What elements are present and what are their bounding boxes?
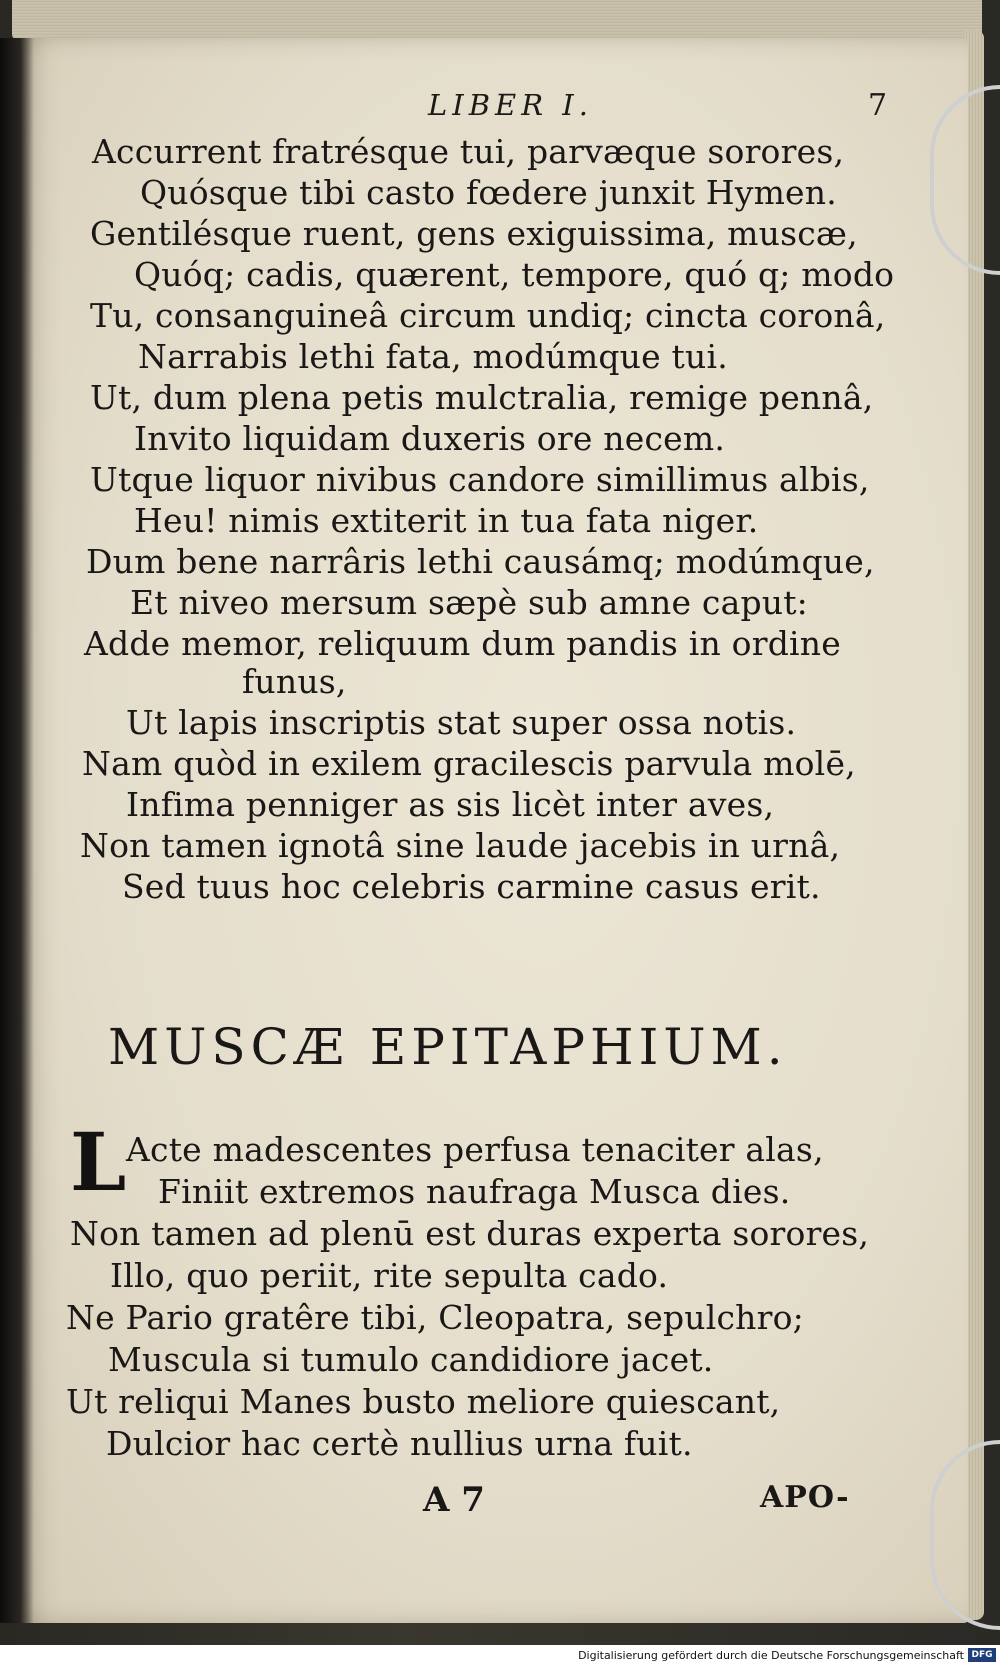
epitaph-line: Muscula si tumulo candidiore jacet. (108, 1340, 714, 1379)
footer-bar (0, 1645, 1000, 1667)
book-top-edge (12, 0, 982, 40)
verse-line: Utque liquor nivibus candore simillimus albis, (90, 460, 870, 499)
running-head (0, 88, 1000, 128)
verse-line: Dum bene narrâris lethi causámq; modúmque, (86, 542, 875, 581)
footer-credit: Digitalisierung gefördert durch die Deutsche Forschungsgemeinschaft (578, 1649, 964, 1662)
catchword: APO- (760, 1480, 850, 1515)
epitaph-line: Illo, quo periit, rite sepulta cado. (110, 1256, 669, 1295)
dfg-logo: DFG (968, 1648, 996, 1662)
verse-line: Nam quòd in exilem gracilescis parvula molē, (82, 744, 856, 783)
verse-line: Non tamen ignotâ sine laude jacebis in urnâ, (80, 826, 841, 865)
verse-line: funus, (242, 662, 347, 701)
epitaph-title: MUSCÆ EPITAPHIUM. (108, 1018, 788, 1076)
epitaph-line: Ne Pario gratêre tibi, Cleopatra, sepulchro; (66, 1298, 804, 1337)
verse-line: Quósque tibi casto fœdere junxit Hymen. (140, 173, 837, 212)
epitaph-line: Dulcior hac certè nullius urna fuit. (106, 1424, 693, 1463)
verse-line: Infima penniger as sis licèt inter aves, (126, 785, 775, 824)
verse-line: Sed tuus hoc celebris carmine casus erit. (122, 867, 821, 906)
drop-cap: L (70, 1115, 127, 1209)
epitaph-line: Acte madescentes perfusa tenaciter alas, (126, 1130, 824, 1169)
verse-line: Tu, consanguineâ circum undiq; cincta coronâ, (90, 296, 886, 335)
epitaph-line: Non tamen ad plenū est duras experta sorores, (70, 1214, 870, 1253)
verse-line: Heu! nimis extiterit in tua fata niger. (134, 501, 759, 540)
verse-line: Invito liquidam duxeris ore necem. (134, 419, 726, 458)
page-number: 7 (868, 88, 888, 123)
verse-line: Gentilésque ruent, gens exiguissima, muscæ, (90, 214, 858, 253)
epitaph-line: Ut reliqui Manes busto meliore quiescant, (66, 1382, 781, 1421)
verse-line: Ut, dum plena petis mulctralia, remige pennâ, (90, 378, 874, 417)
verse-line: Quóq; cadis, quærent, tempore, quó q; modo (134, 255, 895, 294)
verse-line: Adde memor, reliquum dum pandis in ordine (84, 624, 841, 663)
epitaph-line: Finiit extremos naufraga Musca dies. (158, 1172, 791, 1211)
book-gutter (0, 38, 34, 1623)
signature-mark: A 7 (423, 1480, 485, 1520)
running-head-title: LIBER I. (428, 88, 593, 122)
verse-line: Ut lapis inscriptis stat super ossa notis. (126, 703, 797, 742)
verse-line: Narrabis lethi fata, modúmque tui. (138, 337, 728, 376)
verse-line: Et niveo mersum sæpè sub amne caput: (130, 583, 808, 622)
verse-line: Accurrent fratrésque tui, parvæque sorores, (92, 132, 845, 171)
